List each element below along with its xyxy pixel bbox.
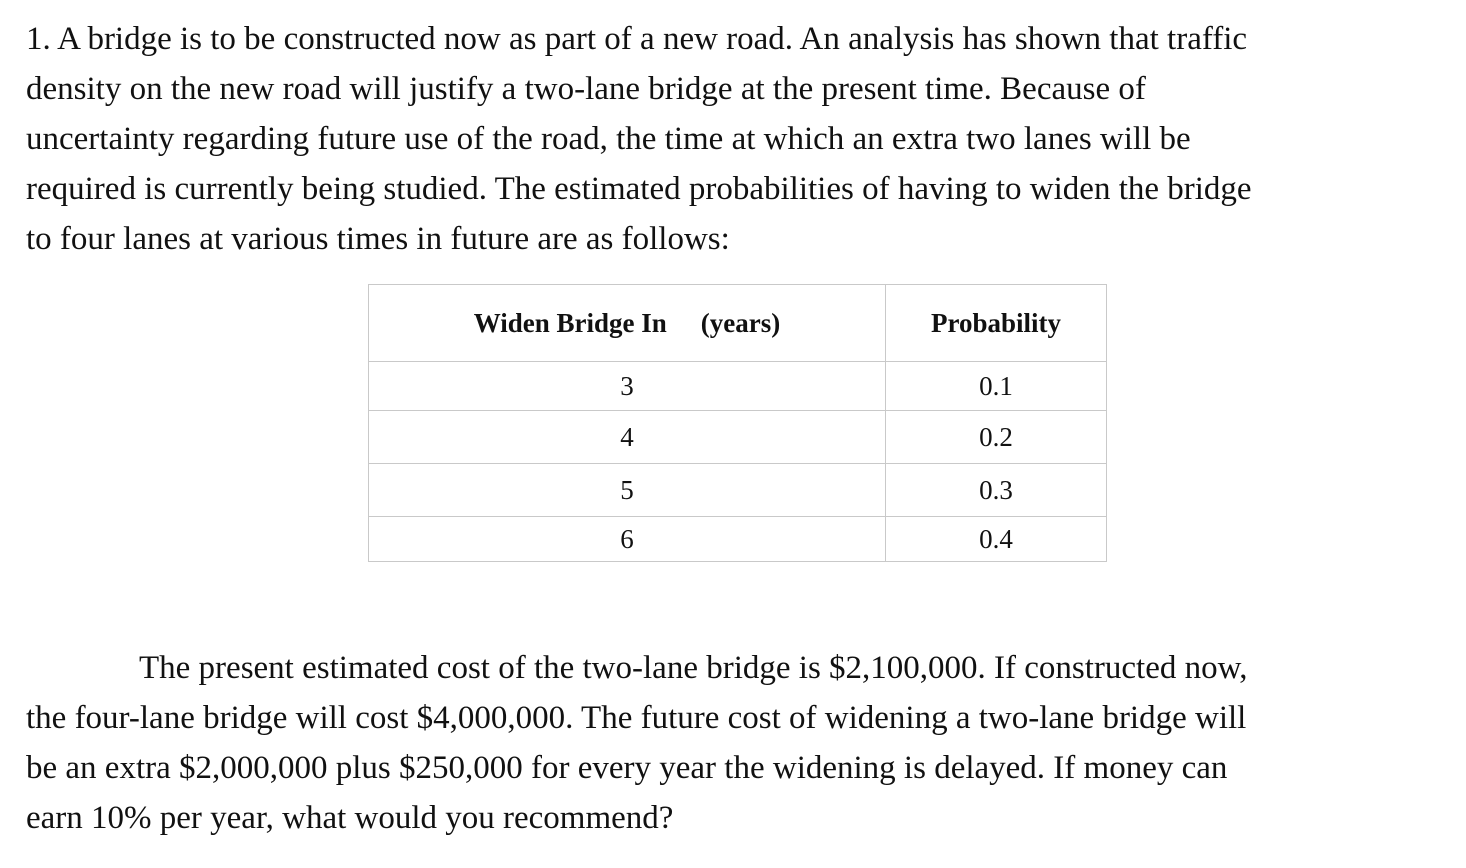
closing-line: be an extra $2,000,000 plus $250,000 for every year the widening is delayed. If money can <box>26 750 1228 786</box>
problem-cost-paragraph <box>26 643 1451 843</box>
closing-line: The present estimated cost of the two-lane bridge is $2,100,000. If constructed now, <box>139 650 1248 686</box>
probability-table <box>368 284 1107 562</box>
probability-cell: 0.4 <box>886 517 1107 562</box>
table-row <box>369 362 1107 411</box>
table-row <box>369 464 1107 517</box>
table-header-row <box>369 285 1107 362</box>
problem-intro-paragraph <box>26 14 1451 264</box>
years-cell: 5 <box>369 464 886 517</box>
closing-line: the four-lane bridge will cost $4,000,000. The future cost of widening a two-lane bridge will <box>26 700 1247 736</box>
closing-line: earn 10% per year, what would you recommend? <box>26 800 674 836</box>
header-widen-bridge-in <box>369 285 886 362</box>
intro-line: 1. A bridge is to be constructed now as part of a new road. An analysis has shown that traffic <box>26 21 1248 57</box>
intro-line: uncertainty regarding future use of the road, the time at which an extra two lanes will be <box>26 121 1191 157</box>
table-row <box>369 411 1107 464</box>
probability-cell: 0.1 <box>886 362 1107 411</box>
intro-line: to four lanes at various times in future are as follows: <box>26 221 730 257</box>
table-row <box>369 517 1107 562</box>
header-widen-label: Widen Bridge In <box>473 307 667 338</box>
probability-cell: 0.3 <box>886 464 1107 517</box>
header-probability: Probability <box>886 285 1107 362</box>
years-cell: 3 <box>369 362 886 411</box>
years-cell: 4 <box>369 411 886 464</box>
intro-line: required is currently being studied. The estimated probabilities of having to widen the bridge <box>26 171 1252 207</box>
probability-cell: 0.2 <box>886 411 1107 464</box>
years-cell: 6 <box>369 517 886 562</box>
intro-line: density on the new road will justify a two-lane bridge at the present time. Because of <box>26 71 1146 107</box>
header-years-label: (years) <box>700 307 781 338</box>
